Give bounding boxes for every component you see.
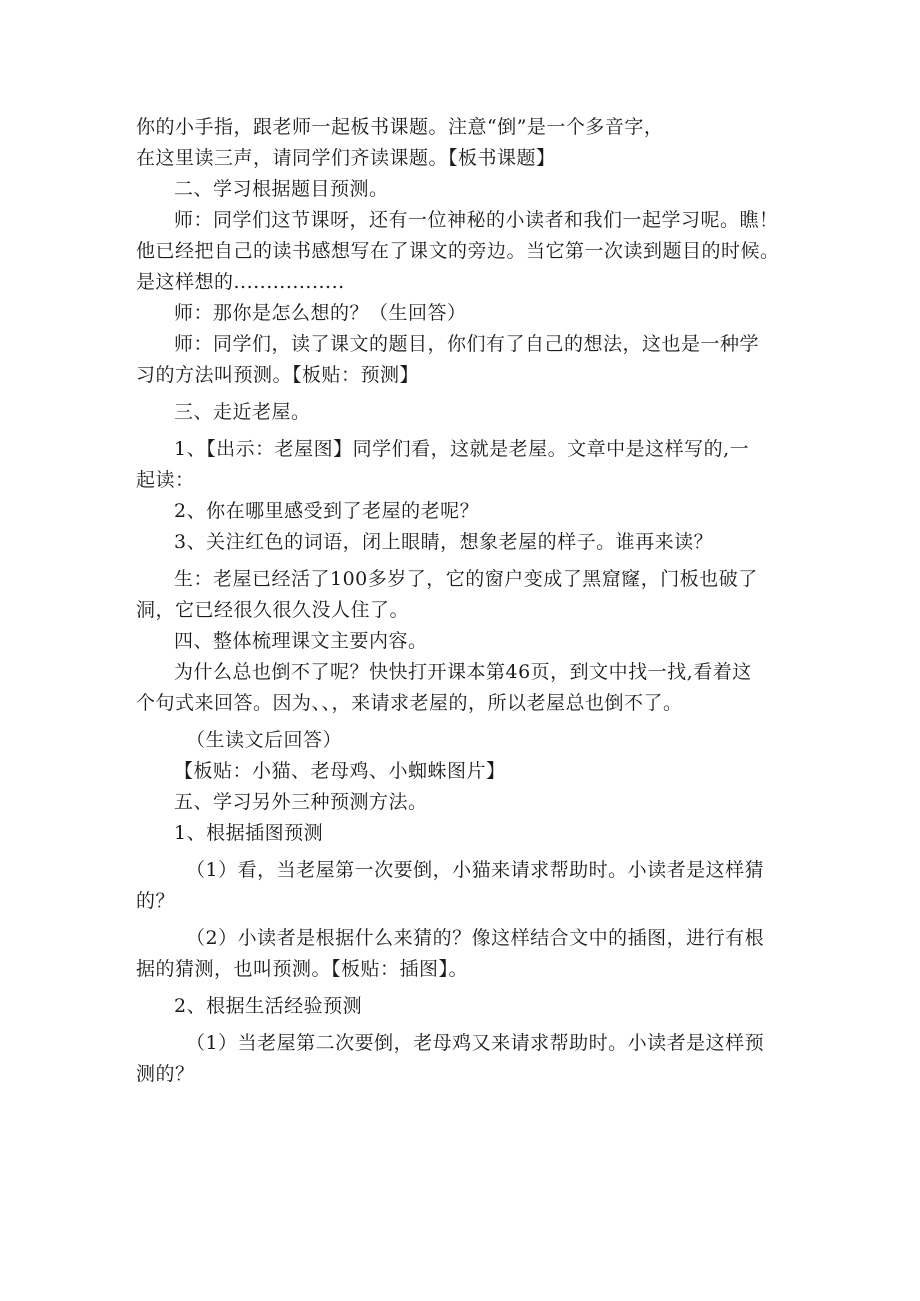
text-line: （1）看，当老屋第一次要倒，小猫来请求帮助时。小读者是这样猜 [186,859,765,881]
section-heading: 五、学习另外三种预测方法。 [174,791,428,813]
sub-heading: 1、根据插图预测 [174,822,324,844]
text-line: 洞，它已经很久很久没人住了。 [136,599,410,621]
text-line: 为什么总也倒不了呢？快快打开课本第46页，到文中找一找,看着这 [174,661,752,683]
text-line: 生：老屋已经活了100多岁了，它的窗户变成了黑窟窿，门板也破了 [174,568,758,590]
text-line: （生读文后回答） [186,729,343,751]
text-line: （1）当老屋第二次要倒，老母鸡又来请求帮助时。小读者是这样预 [186,1032,765,1054]
text-line: 1、【出示：老屋图】同学们看，这就是老屋。文章中是这样写的,一 [174,438,750,460]
text-line: 3、关注红色的词语，闭上眼睛，想象老屋的样子。谁再来读？ [174,531,714,553]
text-line: 个句式来回答。因为、、，来请求老屋的，所以老屋总也倒不了。 [136,692,683,714]
text-line: 他已经把自己的读书感想写在了课文的旁边。当它第一次读到题目的时候。 [136,240,780,262]
text-line: 师：同学们这节课呀，还有一位神秘的小读者和我们一起学习呢。瞧！ [174,209,779,231]
text-line: 你的小手指，跟老师一起板书课题。注意“倒”是一个多音字， [136,116,664,138]
text-line: （2）小读者是根据什么来猜的？像这样结合文中的插图，进行有根 [186,927,765,949]
text-line: 【板贴：小猫、老母鸡、小蜘蛛图片】 [174,760,506,782]
text-line: 是这样想的................. [136,271,345,293]
text-line: 起读： [136,469,195,491]
text-line: 师：那你是怎么想的？（生回答） [174,302,467,324]
text-line: 2、你在哪里感受到了老屋的老呢？ [174,500,480,522]
sub-heading: 2、根据生活经验预测 [174,995,363,1017]
section-heading: 二、学习根据题目预测。 [174,178,389,200]
text-line: 习的方法叫预测。【板贴：预测】 [136,364,420,386]
text-line: 据的猜测，也叫预测。【板贴：插图】。 [136,958,469,980]
text-line: 在这里读三声，请同学们齐读课题。【板书课题】 [136,147,556,169]
text-line: 测的？ [136,1063,195,1085]
text-line: 的？ [136,890,176,912]
text-line: 师：同学们，读了课文的题目，你们有了自己的想法，这也是一种学 [174,333,760,355]
document-body [136,112,791,1090]
section-heading: 三、走近老屋。 [174,401,311,423]
section-heading: 四、整体梳理课文主要内容。 [174,630,428,652]
